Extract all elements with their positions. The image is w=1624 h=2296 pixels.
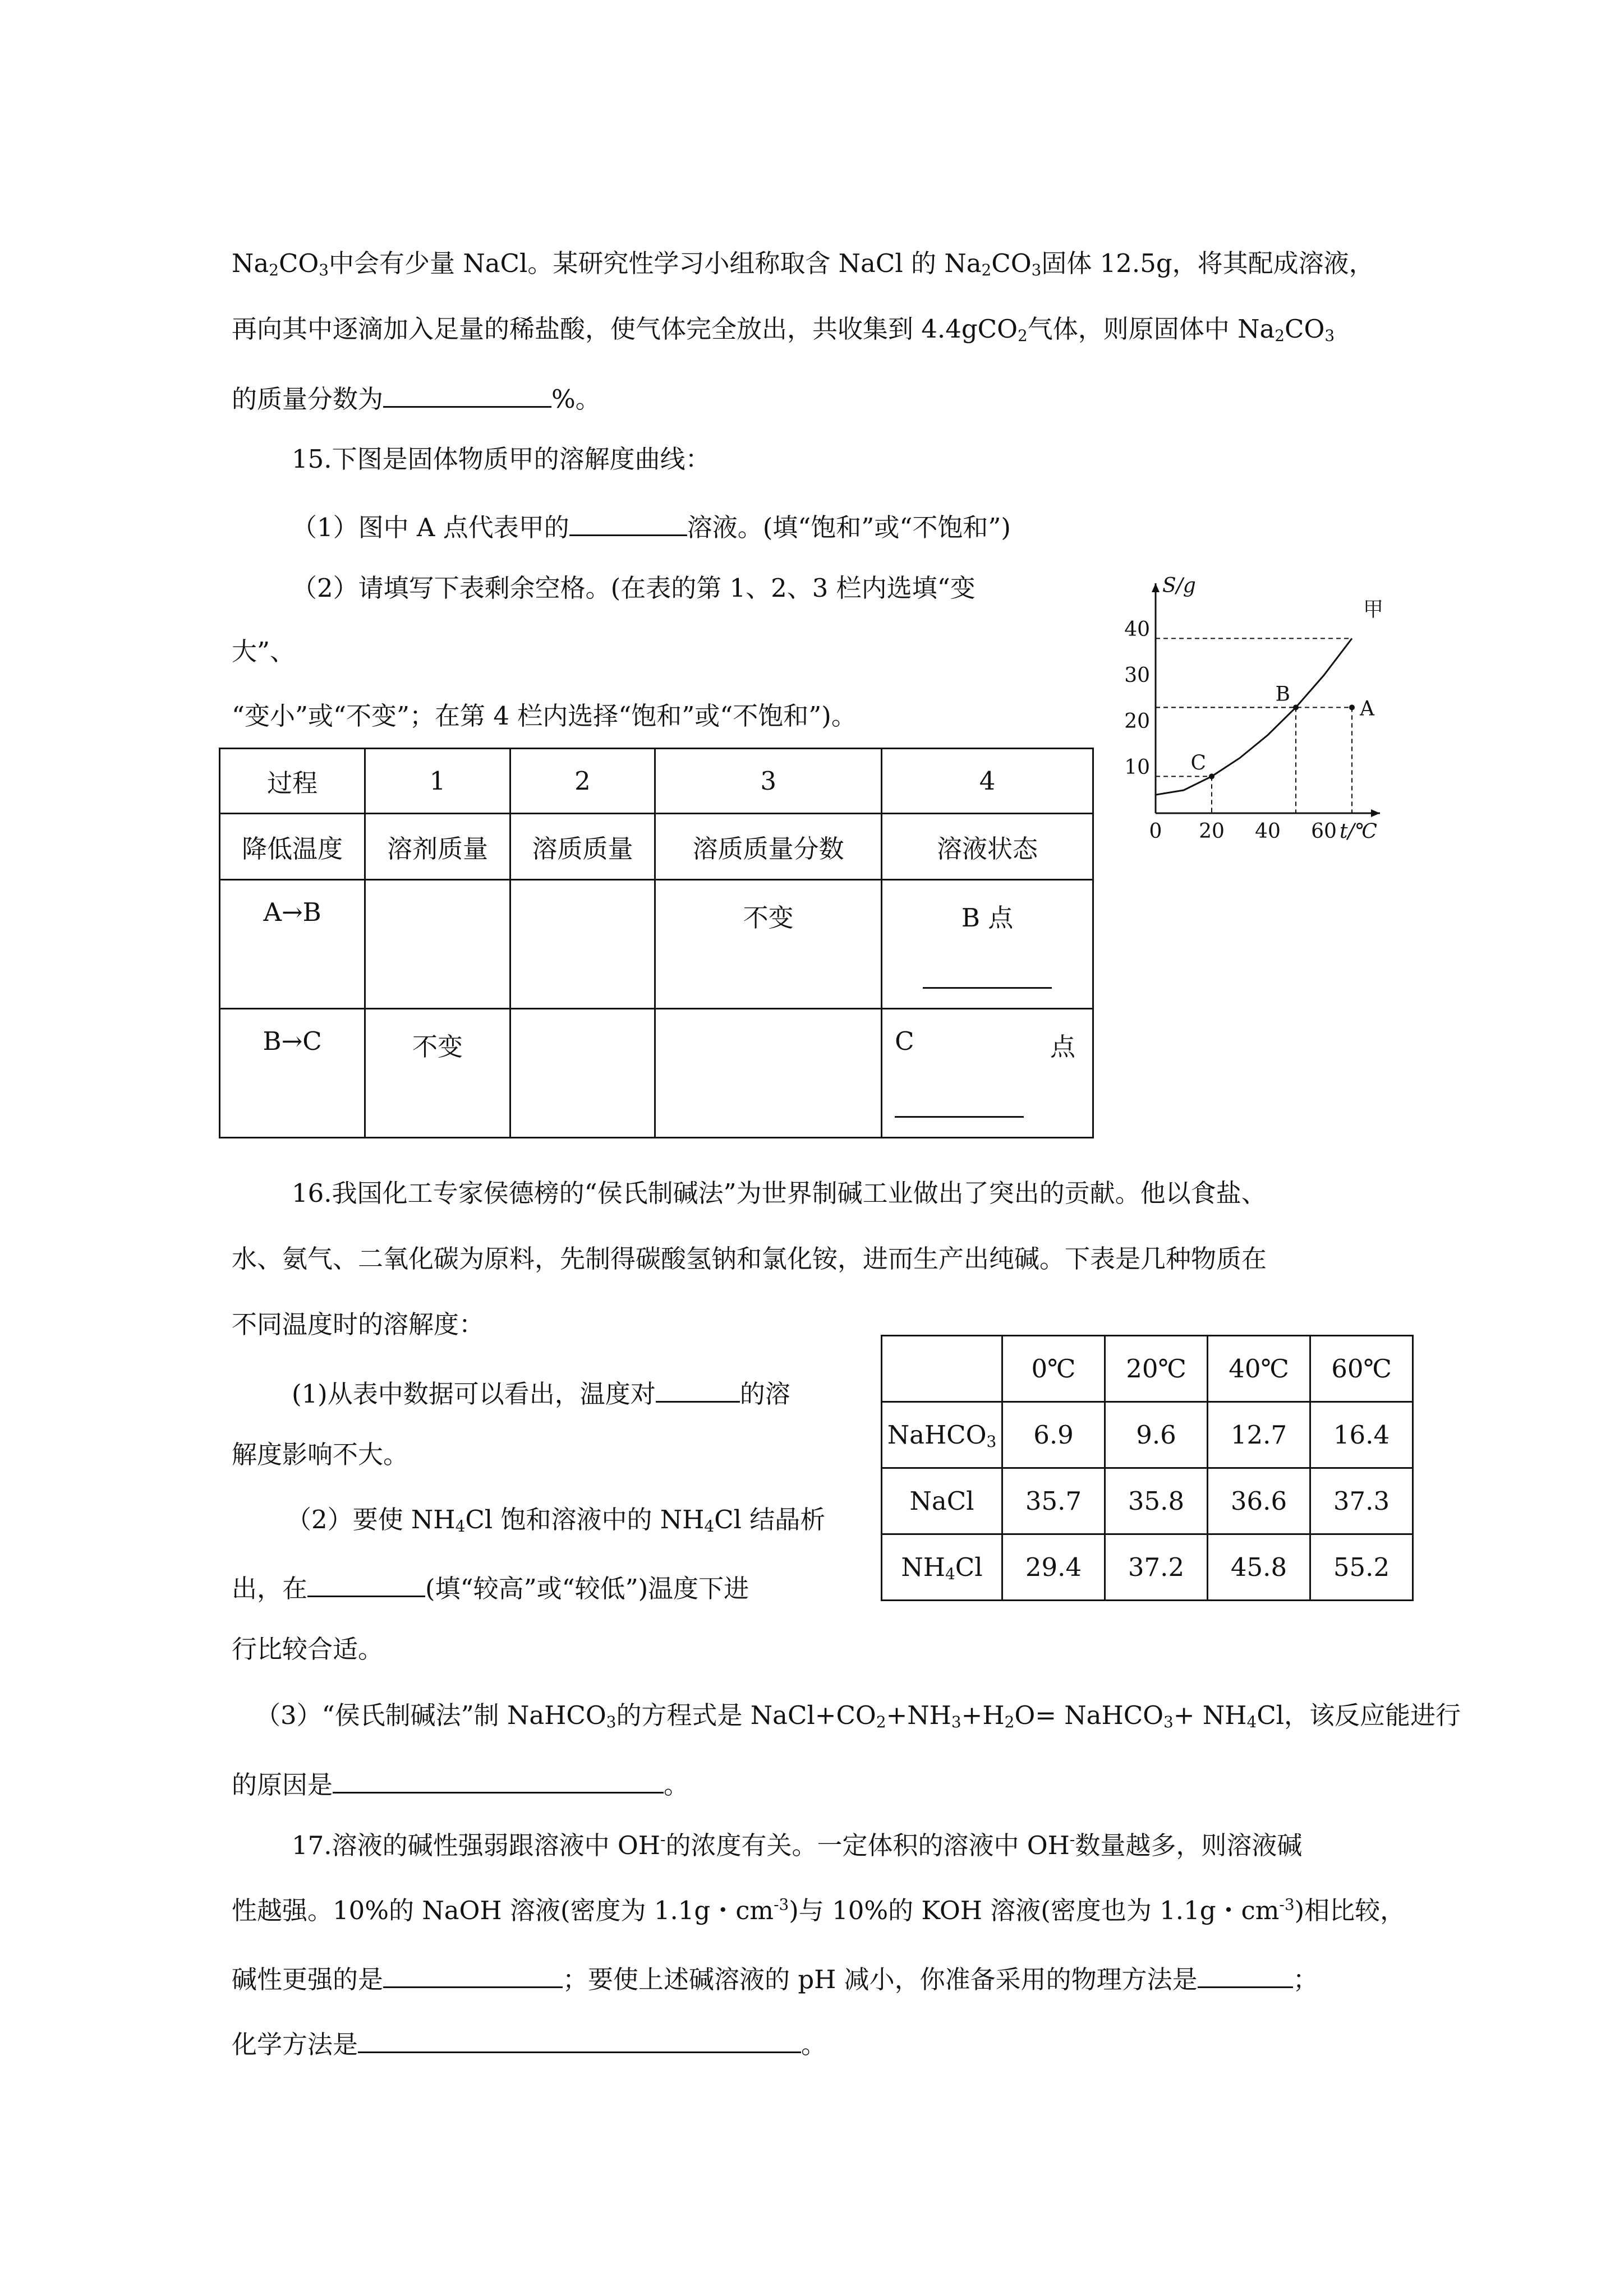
q17-line4: 化学方法是 。 <box>232 2027 826 2057</box>
point-label: C <box>1190 751 1206 775</box>
q15-part2-line1: （2）请填写下表剩余空格。(在表的第 1、2、3 栏内选填“变 <box>292 573 976 603</box>
q16-part2-line1: （2）要使 $NH_4Cl$ 饱和溶液中的 $NH_4Cl$ 结晶析 <box>286 1505 826 1536</box>
answer-blank-q16-2[interactable] <box>307 1571 425 1597</box>
q15-table-header-cell: 2 <box>510 749 655 814</box>
q15-part2-line3: “变小”或“不变”；在第 4 栏内选择“饱和”或“不饱和”)。 <box>232 701 857 731</box>
solubility-value: 37.2 <box>1105 1534 1208 1601</box>
answer-blank-q16-3[interactable] <box>333 1768 664 1794</box>
q15-table-header-cell: 1 <box>365 749 510 814</box>
solubility-table-header: 40℃ <box>1208 1336 1310 1402</box>
q15-table-state-cell <box>882 880 1093 1009</box>
solubility-table-header <box>882 1336 1002 1402</box>
solubility-value: 16.4 <box>1310 1402 1413 1468</box>
q15-table-subheader-cell: 降低温度 <box>220 814 365 880</box>
solubility-value: 35.7 <box>1002 1468 1105 1534</box>
series-label: 甲 <box>1363 598 1384 621</box>
q15-table-subheader-cell: 溶液状态 <box>882 814 1093 880</box>
solubility-value: 37.3 <box>1310 1468 1413 1534</box>
solubility-value: 12.7 <box>1208 1402 1310 1468</box>
solubility-value: 9.6 <box>1105 1402 1208 1468</box>
q16-part1: (1)从表中数据可以看出，温度对 的溶 <box>292 1377 790 1407</box>
q16-part1-line2: 解度影响不大。 <box>232 1440 409 1469</box>
q17-line1: 17.溶液的碱性强弱跟溶液中 OH-的浓度有关。一定体积的溶液中 OH-数量越多，则溶液碱 <box>292 1830 1303 1860</box>
q15-table-header-cell: 4 <box>882 749 1093 814</box>
q16-line2: 水、氨气、二氧化碳为原料，先制得碳酸氢钠和氯化铵，进而生产出纯碱。下表是几种物质在 <box>232 1244 1267 1274</box>
y-tick-label: 40 <box>1124 618 1150 641</box>
solubility-table-header: 20℃ <box>1105 1336 1208 1402</box>
solubility-row-name: NaCl <box>882 1468 1002 1534</box>
state-point-b-label: B 点 <box>961 903 1014 933</box>
answer-blank-q17-2[interactable] <box>1198 1962 1293 1988</box>
q15-table-answer-cell[interactable] <box>510 1009 655 1138</box>
answer-blank-q15-1[interactable] <box>569 510 687 536</box>
answer-blank-q16-1[interactable] <box>656 1377 740 1403</box>
point-label: A <box>1360 697 1374 721</box>
q17-line2: 性越强。10%的 NaOH 溶液(密度为 1.1g・$cm^{-3}$)与 10%的 KOH 溶液(密度也为 1.1g・$cm^{-3}$)相比较， <box>232 1895 1406 1925</box>
solubility-curve <box>1156 638 1352 795</box>
q15-table-subheader-cell: 溶剂质量 <box>365 814 510 880</box>
q15-part1: （1）图中 A 点代表甲的 溶液。(填“饱和”或“不饱和”) <box>292 510 1011 540</box>
solubility-row-name: $NH_4Cl$ <box>882 1534 1002 1601</box>
q15-table-answer-cell[interactable] <box>365 880 510 1009</box>
solubility-value: 36.6 <box>1208 1468 1310 1534</box>
solubility-table-header: 60℃ <box>1310 1336 1413 1402</box>
y-tick-label: 10 <box>1124 756 1150 779</box>
q14-line3: 的质量分数为 %。 <box>232 382 601 412</box>
answer-blank-q14[interactable] <box>383 382 551 408</box>
q15-table-answer-cell[interactable] <box>655 1009 882 1138</box>
solubility-value: 55.2 <box>1310 1534 1413 1601</box>
q16-part3-line1: （3）“侯氏制碱法”制 NaHCO$_3$的方程式是 $NaCl+CO_2+NH_3+H_2O=$ NaHCO$_3$+ $NH_4Cl$，该反应能进行 <box>255 1700 1461 1732</box>
answer-blank-q17-3[interactable] <box>358 2027 801 2053</box>
q15-table-cell: A→B <box>220 880 365 1009</box>
q15-table-subheader-cell: 溶质质量分数 <box>655 814 882 880</box>
data-point <box>1209 773 1214 779</box>
q15-title: 15.下图是固体物质甲的溶解度曲线： <box>292 444 711 474</box>
q15-table-cell: B→C <box>220 1009 365 1138</box>
x-tick-label: 60 <box>1311 820 1337 843</box>
y-tick-label: 30 <box>1124 664 1150 687</box>
answer-blank-q15-c[interactable] <box>895 1092 1024 1118</box>
y-axis-label: S/g <box>1162 574 1196 597</box>
q16-part3-line2: 的原因是 。 <box>232 1768 689 1797</box>
q15-table-subheader-cell: 溶质质量 <box>510 814 655 880</box>
solubility-value: 6.9 <box>1002 1402 1105 1468</box>
q14-line1: $Na_2CO_3$中会有少量 NaCl。某研究性学习小组称取含 NaCl 的 $Na_2CO_3$固体 12.5g，将其配成溶液， <box>232 248 1374 280</box>
q15-table-cell: 不变 <box>655 880 882 1009</box>
q16-part2-line2: 出，在 (填“较高”或“较低”)温度下进 <box>232 1571 749 1601</box>
data-point <box>1349 704 1355 710</box>
q15-table <box>219 748 1094 1138</box>
solubility-value: 45.8 <box>1208 1534 1310 1601</box>
solubility-table-header: 0℃ <box>1002 1336 1105 1402</box>
q15-table-header-cell: 过程 <box>220 749 365 814</box>
y-tick-label: 20 <box>1124 710 1150 733</box>
q15-table-state-cell: C 点 <box>882 1009 1093 1138</box>
solubility-value: 35.8 <box>1105 1468 1208 1534</box>
solubility-table <box>881 1335 1414 1601</box>
q14-line2: 再向其中逐滴加入足量的稀盐酸，使气体完全放出，共收集到 4.4gCO$_2$气体，则原固体中 $Na_2CO_3$ <box>232 314 1335 345</box>
x-tick-label: 20 <box>1199 820 1225 843</box>
q15-table-answer-cell[interactable] <box>510 880 655 1009</box>
q15-part2-line2: 大”、 <box>232 637 296 666</box>
answer-blank-q17-1[interactable] <box>383 1962 563 1988</box>
solubility-chart <box>1124 572 1442 858</box>
q16-line3: 不同温度时的溶解度： <box>232 1310 485 1339</box>
x-tick-label: 0 <box>1149 820 1162 843</box>
x-axis-label: t/℃ <box>1340 820 1377 843</box>
q17-line3: 碱性更强的是 ；要使上述碱溶液的 pH 减小，你准备采用的物理方法是 ； <box>232 1962 1318 1992</box>
y-axis-arrow <box>1152 583 1160 592</box>
q16-line1: 16.我国化工专家侯德榜的“侯氏制碱法”为世界制碱工业做出了突出的贡献。他以食盐、 <box>292 1178 1267 1208</box>
solubility-value: 29.4 <box>1002 1534 1105 1601</box>
point-label: B <box>1275 683 1290 706</box>
solubility-row-name: NaHCO$_3$ <box>882 1402 1002 1468</box>
x-tick-label: 40 <box>1255 820 1281 843</box>
q16-part2-line3: 行比较合适。 <box>232 1634 384 1664</box>
x-axis-arrow <box>1371 809 1380 817</box>
q15-table-header-cell: 3 <box>655 749 882 814</box>
answer-blank-q15-b[interactable] <box>923 963 1052 989</box>
q15-table-cell: 不变 <box>365 1009 510 1138</box>
